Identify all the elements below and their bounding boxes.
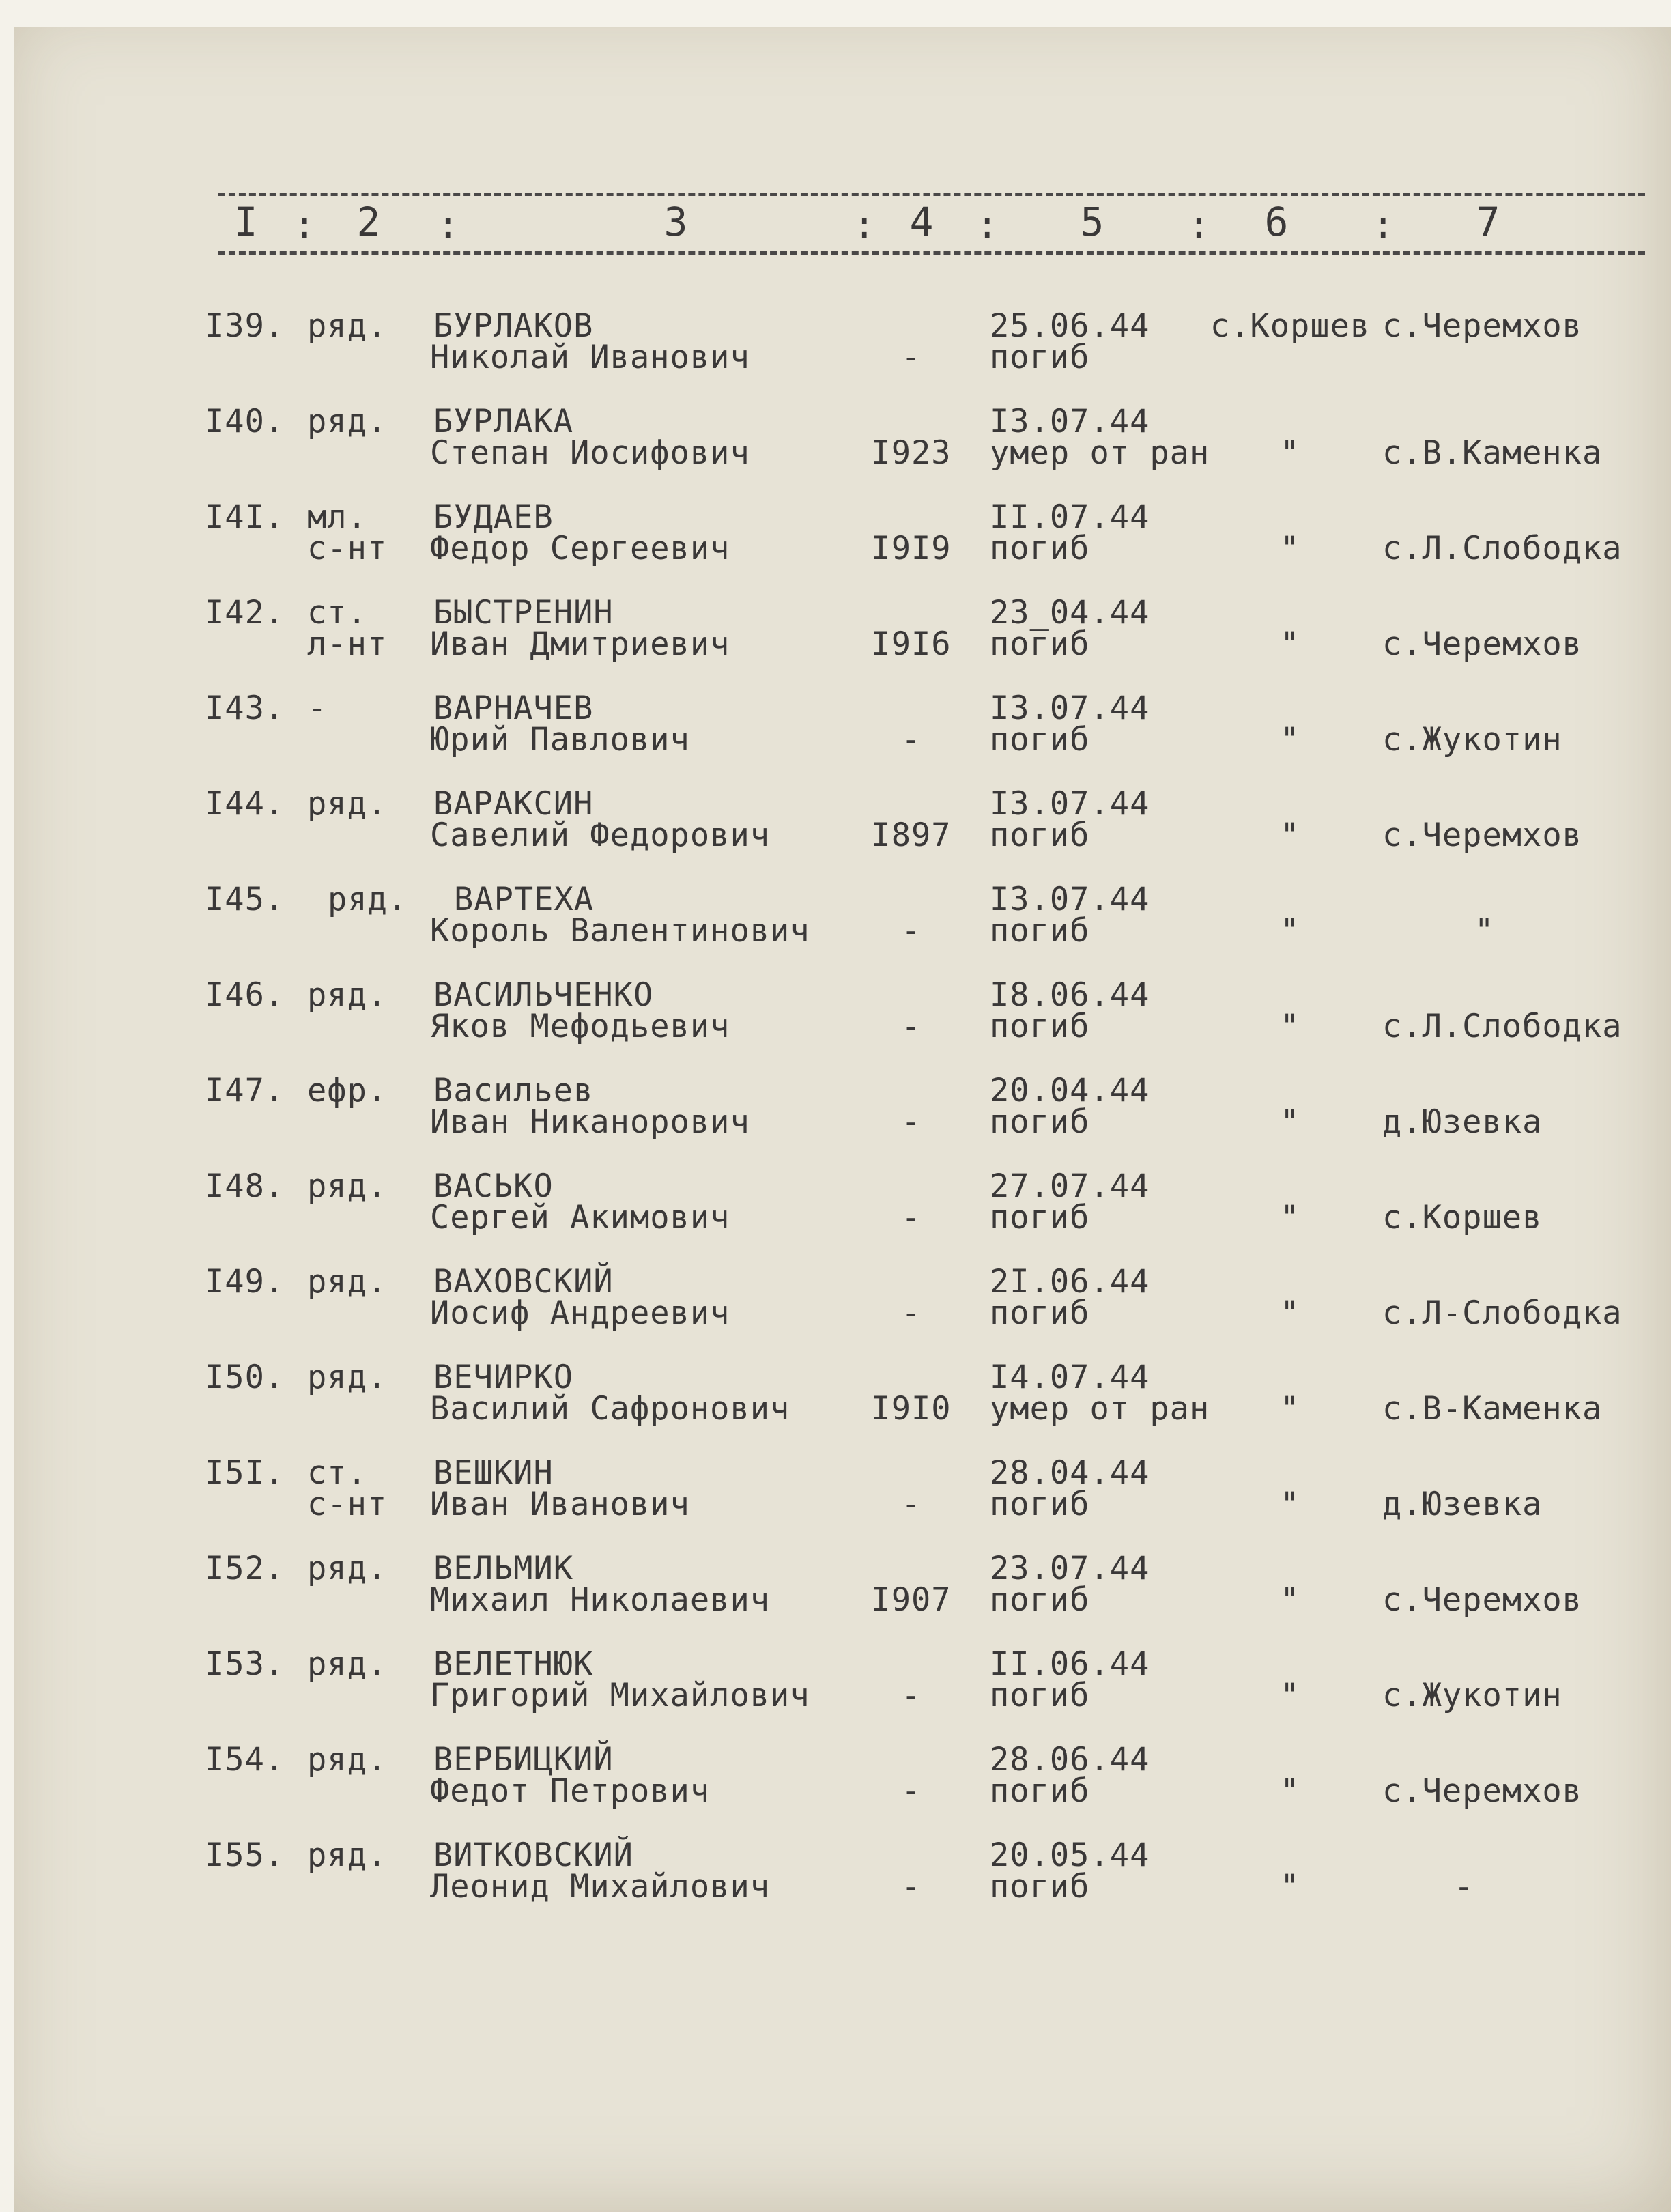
date: 28.06.44 bbox=[990, 1741, 1150, 1778]
date: 28.04.44 bbox=[990, 1454, 1150, 1492]
burial-place: " bbox=[1280, 1294, 1300, 1332]
fate: погиб bbox=[990, 530, 1090, 567]
fate: погиб bbox=[990, 1103, 1090, 1141]
given-name: Яков Мефодьевич bbox=[430, 1008, 730, 1045]
burial-place: " bbox=[1280, 817, 1300, 854]
given-name: Федор Сергеевич bbox=[430, 530, 730, 567]
surname: ВЕЛЬМИК bbox=[433, 1550, 574, 1587]
row-number: I49. bbox=[205, 1263, 285, 1301]
date: I3.07.44 bbox=[990, 690, 1150, 727]
header-col-5: 5 bbox=[1080, 199, 1104, 245]
birth-year: I9I6 bbox=[871, 625, 952, 663]
given-name: Савелий Федорович bbox=[430, 817, 771, 854]
origin-place: с.Жукотин bbox=[1382, 721, 1562, 758]
fate: погиб bbox=[990, 625, 1090, 663]
fate: погиб bbox=[990, 817, 1090, 854]
rank: ряд. bbox=[307, 403, 388, 440]
burial-place: " bbox=[1280, 1677, 1300, 1714]
header-col-3: 3 bbox=[663, 199, 688, 245]
origin-place: с.Л-Слободка bbox=[1382, 1294, 1623, 1332]
burial-place: " bbox=[1280, 721, 1300, 758]
header-separator: : bbox=[1188, 203, 1210, 246]
surname: ВАХОВСКИЙ bbox=[433, 1263, 614, 1301]
burial-place: " bbox=[1280, 1008, 1300, 1045]
rank: ст. bbox=[307, 1454, 367, 1492]
date: I8.06.44 bbox=[990, 976, 1150, 1014]
header-col-7: 7 bbox=[1476, 199, 1500, 245]
birth-year: - bbox=[901, 1294, 922, 1332]
rank: ряд. bbox=[307, 785, 388, 823]
given-name: Иван Иванович bbox=[430, 1486, 690, 1523]
fate: погиб bbox=[990, 1868, 1090, 1905]
burial-place: " bbox=[1280, 912, 1300, 950]
date: 27.07.44 bbox=[990, 1167, 1150, 1205]
rank-line-2: с-нт bbox=[307, 1486, 388, 1523]
rank: ряд. bbox=[307, 1263, 388, 1301]
given-name: Иван Никанорович bbox=[430, 1103, 750, 1141]
birth-year: I907 bbox=[871, 1581, 952, 1619]
surname: ВАРТЕХА bbox=[454, 881, 595, 918]
surname: БУРЛАКА bbox=[433, 403, 574, 440]
given-name: Николай Иванович bbox=[430, 339, 750, 376]
rank: ст. bbox=[307, 594, 367, 632]
given-name: Василий Сафронович bbox=[430, 1390, 790, 1428]
row-number: I53. bbox=[205, 1645, 285, 1683]
fate: погиб bbox=[990, 1008, 1090, 1045]
burial-place: " bbox=[1280, 1772, 1300, 1810]
rank: ряд. bbox=[307, 307, 388, 345]
surname: ВАСЬКО bbox=[433, 1167, 554, 1205]
surname: БУДАЕВ bbox=[433, 498, 554, 536]
table-row bbox=[0, 1359, 1671, 1458]
given-name: Сергей Акимович bbox=[430, 1199, 730, 1236]
header-separator: : bbox=[853, 203, 876, 246]
given-name: Юрий Павлович bbox=[430, 721, 690, 758]
row-number: I45. bbox=[205, 881, 285, 918]
origin-place: с.Черемхов bbox=[1382, 1581, 1582, 1619]
birth-year: - bbox=[901, 1199, 922, 1236]
rank: - bbox=[307, 690, 328, 727]
row-number: I43. bbox=[205, 690, 285, 727]
burial-place: с.Коршев bbox=[1210, 307, 1371, 345]
burial-place: " bbox=[1280, 1486, 1300, 1523]
fate: погиб bbox=[990, 339, 1090, 376]
origin-place: д.Юзевка bbox=[1382, 1103, 1543, 1141]
given-name: Григорий Михайлович bbox=[430, 1677, 810, 1714]
header-col-6: 6 bbox=[1264, 199, 1289, 245]
fate: погиб bbox=[990, 1486, 1090, 1523]
fate: погиб bbox=[990, 1772, 1090, 1810]
birth-year: - bbox=[901, 721, 922, 758]
origin-place: с.В.Каменка bbox=[1382, 434, 1603, 472]
rank: ряд. bbox=[307, 1167, 388, 1205]
birth-year: I897 bbox=[871, 817, 952, 854]
table-row bbox=[0, 690, 1671, 789]
header-col-4: 4 bbox=[909, 199, 934, 245]
origin-place: д.Юзевка bbox=[1382, 1486, 1543, 1523]
surname: БУРЛАКОВ bbox=[433, 307, 594, 345]
surname: Васильев bbox=[433, 1072, 594, 1109]
row-number: I44. bbox=[205, 785, 285, 823]
origin-place: " bbox=[1474, 912, 1495, 950]
burial-place: " bbox=[1280, 1581, 1300, 1619]
surname: ВАРАКСИН bbox=[433, 785, 594, 823]
rank: мл. bbox=[307, 498, 367, 536]
date: I3.07.44 bbox=[990, 785, 1150, 823]
surname: ВИТКОВСКИЙ bbox=[433, 1837, 633, 1874]
date: 20.05.44 bbox=[990, 1837, 1150, 1874]
birth-year: - bbox=[901, 339, 922, 376]
birth-year: - bbox=[901, 912, 922, 950]
given-name: Король Валентинович bbox=[430, 912, 810, 950]
fate: погиб bbox=[990, 1294, 1090, 1332]
burial-place: " bbox=[1280, 625, 1300, 663]
rank: ряд. bbox=[307, 1359, 388, 1396]
row-number: I39. bbox=[205, 307, 285, 345]
table-row bbox=[0, 594, 1671, 693]
fate: погиб bbox=[990, 721, 1090, 758]
row-number: I47. bbox=[205, 1072, 285, 1109]
row-number: I48. bbox=[205, 1167, 285, 1205]
birth-year: - bbox=[901, 1103, 922, 1141]
table-row bbox=[0, 881, 1671, 980]
rank: ряд. bbox=[307, 1645, 388, 1683]
date: 25.06.44 bbox=[990, 307, 1150, 345]
birth-year: I923 bbox=[871, 434, 952, 472]
fate: погиб bbox=[990, 1199, 1090, 1236]
rank: ряд. bbox=[307, 1741, 388, 1778]
header-separator: : bbox=[437, 203, 459, 246]
date: 23_04.44 bbox=[990, 594, 1150, 632]
given-name: Михаил Николаевич bbox=[430, 1581, 771, 1619]
given-name: Федот Петрович bbox=[430, 1772, 711, 1810]
date: II.07.44 bbox=[990, 498, 1150, 536]
surname: ВЕЛЕТНЮК bbox=[433, 1645, 594, 1683]
header-separator: : bbox=[1372, 203, 1395, 246]
fate: умер от ран bbox=[990, 1390, 1210, 1428]
date: 20.04.44 bbox=[990, 1072, 1150, 1109]
table-row bbox=[0, 1550, 1671, 1649]
table-row bbox=[0, 307, 1671, 406]
row-number: I46. bbox=[205, 976, 285, 1014]
origin-place: с.Л.Слободка bbox=[1382, 530, 1623, 567]
fate: погиб bbox=[990, 1581, 1090, 1619]
date: I4.07.44 bbox=[990, 1359, 1150, 1396]
table-row bbox=[0, 1454, 1671, 1553]
row-number: I4I. bbox=[205, 498, 285, 536]
burial-place: " bbox=[1280, 1868, 1300, 1905]
burial-place: " bbox=[1280, 1199, 1300, 1236]
header-col-1: I bbox=[233, 199, 258, 245]
date: 2I.06.44 bbox=[990, 1263, 1150, 1301]
burial-place: " bbox=[1280, 530, 1300, 567]
surname: ВЕШКИН bbox=[433, 1454, 554, 1492]
birth-year: I9I0 bbox=[871, 1390, 952, 1428]
row-number: I5I. bbox=[205, 1454, 285, 1492]
burial-place: " bbox=[1280, 434, 1300, 472]
burial-place: " bbox=[1280, 1390, 1300, 1428]
table-row bbox=[0, 785, 1671, 884]
rank: ряд. bbox=[307, 1837, 388, 1874]
origin-place: с.Коршев bbox=[1382, 1199, 1543, 1236]
fate: погиб bbox=[990, 1677, 1090, 1714]
origin-place: с.Черемхов bbox=[1382, 307, 1582, 345]
row-number: I52. bbox=[205, 1550, 285, 1587]
origin-place: с.Жукотин bbox=[1382, 1677, 1562, 1714]
date: II.06.44 bbox=[990, 1645, 1150, 1683]
birth-year: - bbox=[901, 1772, 922, 1810]
fate: погиб bbox=[990, 912, 1090, 950]
rank: ряд. bbox=[307, 1550, 388, 1587]
date: I3.07.44 bbox=[990, 881, 1150, 918]
birth-year: - bbox=[901, 1677, 922, 1714]
header-col-2: 2 bbox=[356, 199, 381, 245]
given-name: Леонид Михайлович bbox=[430, 1868, 771, 1905]
surname: ВАСИЛЬЧЕНКО bbox=[433, 976, 654, 1014]
table-row bbox=[0, 498, 1671, 597]
date: 23.07.44 bbox=[990, 1550, 1150, 1587]
rank: ряд. bbox=[328, 881, 408, 918]
table-row bbox=[0, 1167, 1671, 1266]
table-row bbox=[0, 1837, 1671, 1936]
origin-place: с.Л.Слободка bbox=[1382, 1008, 1623, 1045]
rank-line-2: с-нт bbox=[307, 530, 388, 567]
table-row bbox=[0, 403, 1671, 502]
table-row bbox=[0, 1741, 1671, 1840]
birth-year: - bbox=[901, 1008, 922, 1045]
fate: умер от ран bbox=[990, 434, 1210, 472]
row-number: I42. bbox=[205, 594, 285, 632]
rank: ряд. bbox=[307, 976, 388, 1014]
row-number: I55. bbox=[205, 1837, 285, 1874]
table-row bbox=[0, 1072, 1671, 1171]
origin-place: с.В-Каменка bbox=[1382, 1390, 1603, 1428]
table-row bbox=[0, 1645, 1671, 1744]
birth-year: - bbox=[901, 1868, 922, 1905]
row-number: I40. bbox=[205, 403, 285, 440]
surname: ВАРНАЧЕВ bbox=[433, 690, 594, 727]
table-row bbox=[0, 976, 1671, 1075]
birth-year: - bbox=[901, 1486, 922, 1523]
birth-year: I9I9 bbox=[871, 530, 952, 567]
date: I3.07.44 bbox=[990, 403, 1150, 440]
surname: ВЕРБИЦКИЙ bbox=[433, 1741, 614, 1778]
burial-place: " bbox=[1280, 1103, 1300, 1141]
origin-place: - bbox=[1454, 1868, 1474, 1905]
given-name: Степан Иосифович bbox=[430, 434, 750, 472]
table-row bbox=[0, 1263, 1671, 1362]
origin-place: с.Черемхов bbox=[1382, 625, 1582, 663]
rank-line-2: л-нт bbox=[307, 625, 388, 663]
surname: ВЕЧИРКО bbox=[433, 1359, 574, 1396]
rank: ефр. bbox=[307, 1072, 388, 1109]
given-name: Иван Дмитриевич bbox=[430, 625, 730, 663]
row-number: I50. bbox=[205, 1359, 285, 1396]
surname: БЫСТРЕНИН bbox=[433, 594, 614, 632]
header-separator: : bbox=[294, 203, 316, 246]
origin-place: с.Черемхов bbox=[1382, 817, 1582, 854]
given-name: Иосиф Андреевич bbox=[430, 1294, 730, 1332]
header-separator: : bbox=[976, 203, 999, 246]
row-number: I54. bbox=[205, 1741, 285, 1778]
origin-place: с.Черемхов bbox=[1382, 1772, 1582, 1810]
